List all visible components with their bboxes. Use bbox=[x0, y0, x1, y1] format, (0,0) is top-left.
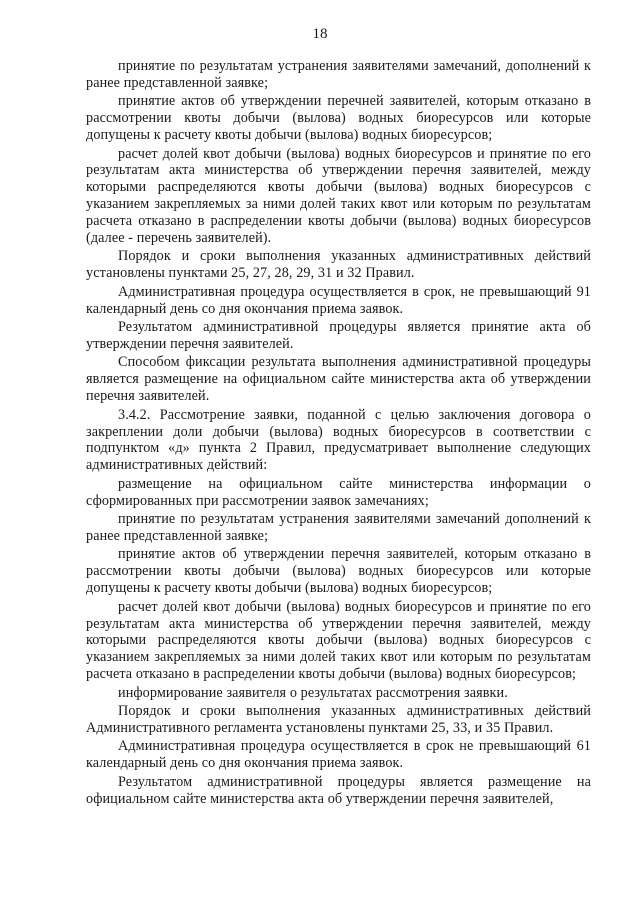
paragraph: Административная процедура осуществляется в срок, не превышающий 91 календарный день со дня окончания приема заявок. bbox=[86, 283, 591, 317]
paragraph: Административная процедура осуществляется в срок не превышающий 61 календарный день со дня окончания приема заявок. bbox=[86, 738, 591, 772]
paragraph: Результатом административной процедуры является размещение на официальном сайте министерства акта об утверждении перечня заявителей, bbox=[86, 773, 591, 807]
paragraph: Результатом административной процедуры является принятие акта об утверждении перечня заявителей. bbox=[86, 319, 591, 352]
paragraph: Порядок и сроки выполнения указанных административных действий Административного регламента установлены пунктами 25, 33, и 35 Правил. bbox=[86, 703, 591, 736]
paragraph: принятие по результатам устранения заявителями замечаний, дополнений к ранее представленной заявке; bbox=[86, 58, 591, 91]
paragraph: принятие актов об утверждении перечня заявителей, которым отказано в рассмотрении квоты добычи (вылова) водных биоресурсов или которые допущены к расчету квоты добычи (вылова) водных биоресурсов; bbox=[86, 546, 591, 597]
paragraph: информирование заявителя о результатах рассмотрения заявки. bbox=[118, 684, 508, 701]
paragraph: 3.4.2. Рассмотрение заявки, поданной с целью заключения договора о закреплении доли добычи (вылова) водных биоресурсов в соответствии с подпунктом «д» пункта 2 Правил, предусматривает выполнение следующих административных действий: bbox=[86, 406, 591, 474]
paragraph: принятие актов об утверждении перечней заявителей, которым отказано в рассмотрении квоты добычи (вылова) водных биоресурсов или которые допущены к расчету квоты добычи (вылова) водных биоресурсов; bbox=[86, 93, 591, 144]
paragraph: принятие по результатам устранения заявителями замечаний дополнений к ранее представленной заявке; bbox=[86, 511, 591, 544]
paragraph: размещение на официальном сайте министерства информации о сформированных при рассмотрении заявок замечаниях; bbox=[86, 475, 591, 509]
document-body bbox=[86, 58, 591, 809]
paragraph: расчет долей квот добычи (вылова) водных биоресурсов и принятие по его результатам акта министерства об утверждении перечня заявителей, между которыми распределяются квоты добычи (вылова) водных биоресурсов с указанием закрепляемых за ними долей таких квот или которым по результатам расчета отказано в распределении квоты добычи (вылова) водных биоресурсов; bbox=[86, 598, 591, 683]
paragraph: расчет долей квот добычи (вылова) водных биоресурсов и принятие по его результатам акта министерства об утверждении перечня заявителей, между которыми распределяются квоты добычи (вылова) водных биоресурсов с указанием закрепляемых за ними долей таких квот или которым по результатам расчета отказано в распределении квоты добычи (вылова) водных биоресурсов (далее - перечень заявителей). bbox=[86, 145, 591, 247]
paragraph: Способом фиксации результата выполнения административной процедуры является размещение на официальном сайте министерства акта об утверждении перечня заявителей. bbox=[86, 354, 591, 405]
page-number: 18 bbox=[312, 26, 328, 42]
paragraph: Порядок и сроки выполнения указанных административных действий установлены пунктами 25, 27, 28, 29, 31 и 32 Правил. bbox=[86, 248, 591, 282]
